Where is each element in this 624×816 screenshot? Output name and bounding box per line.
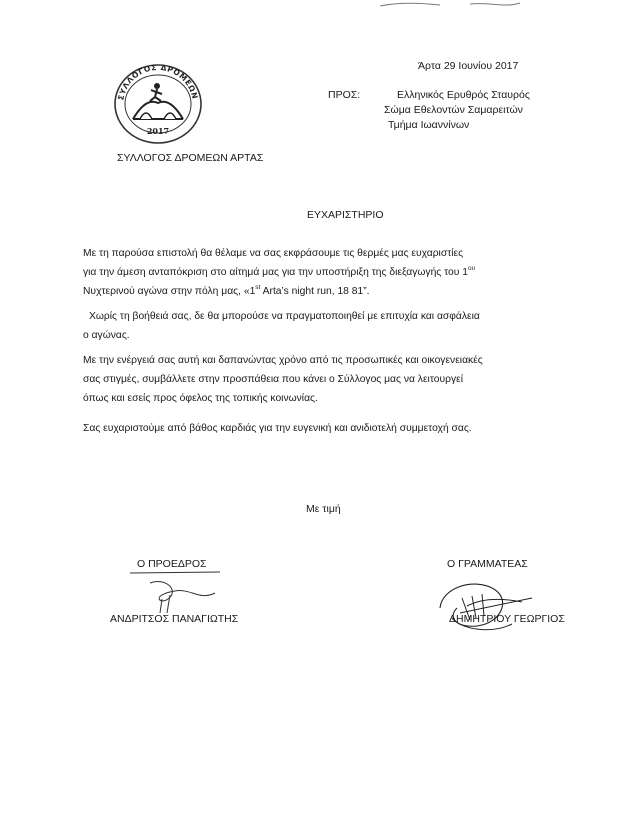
- paragraph-3: [83, 351, 583, 408]
- closing-regards: Με τιμή: [306, 503, 341, 515]
- president-title: Ο ΠΡΟΕΔΡΟΣ: [137, 558, 207, 570]
- club-logo-seal: [113, 63, 203, 145]
- paragraph-2: [83, 307, 583, 345]
- svg-text:ΣΥΛΛΟΓΟΣ ΔΡΟΜΕΩΝ ΑΡΤΑΣ: ΣΥΛΛΟΓΟΣ ΔΡΟΜΕΩΝ: [116, 63, 200, 102]
- president-signature-icon: [120, 555, 240, 615]
- secretary-title: Ο ΓΡΑΜΜΑΤΕΑΣ: [447, 558, 528, 570]
- paragraph-2-line-1: Χωρίς τη βοήθειά σας, δε θα μπορούσε να πραγματοποιηθεί με επιτυχία και ασφάλεια: [89, 311, 480, 322]
- secretary-name: ΔΗΜΗΤΡΙΟΥ ΓΕΩΡΓΙΟΣ: [449, 613, 565, 625]
- paragraph-1-line-1: Με τη παρούσα επιστολή θα θέλαμε να σας εκφράσουμε τις θερμές μας ευχαριστίες: [83, 248, 464, 259]
- svg-text:2017: 2017: [146, 126, 170, 136]
- sender-name: ΣΥΛΛΟΓΟΣ ΔΡΟΜΕΩΝ ΑΡΤΑΣ: [117, 152, 264, 164]
- scan-top-edge-marks: [0, 0, 624, 18]
- recipient-line-3: Τμήμα Ιωαννίνων: [388, 119, 470, 131]
- recipient-line-2: Σώμα Εθελοντών Σαμαρειτών: [384, 104, 523, 116]
- paragraph-3-line-3: όπως και εσείς προς όφελος της τοπικής κοινωνίας.: [83, 393, 318, 404]
- paragraph-3-line-2: σας στιγμές, συμβάλλετε στην προσπάθεια που κάνει ο Σύλλογος μας να λειτουργεί: [83, 374, 463, 385]
- paragraph-1-line-2: για την άμεση ανταπόκριση στο αίτημά μας για την υποστήριξη της διεξαγωγής του $1^{o\upsilon}$: [83, 265, 476, 278]
- paragraph-4: [83, 419, 583, 438]
- paragraph-1-line-3: Νυχτερινού αγώνα στην πόλη μας, «1st Arta’s night run, 18 81”.: [83, 284, 370, 297]
- president-name: ΑΝΔΡΙΤΣΟΣ ΠΑΝΑΓΙΩΤΗΣ: [110, 613, 239, 625]
- letter-date: Άρτα 29 Ιουνίου 2017: [418, 60, 519, 72]
- paragraph-1: [83, 244, 583, 301]
- paragraph-3-line-1: Με την ενέργειά σας αυτή και δαπανώντας χρόνο από τις προσωπικές και οικογενειακές: [83, 355, 483, 366]
- recipient-label: ΠΡΟΣ:: [328, 89, 361, 101]
- club-logo-icon: [113, 63, 203, 145]
- paragraph-2-line-2: ο αγώνας.: [83, 330, 130, 341]
- recipient-line-1: Ελληνικός Ερυθρός Σταυρός: [397, 89, 530, 101]
- letter-title: ΕΥΧΑΡΙΣΤΗΡΙΟ: [307, 209, 384, 221]
- paragraph-4-line-1: Σας ευχαριστούμε από βάθος καρδιάς για την ευγενική και ανιδιοτελή συμμετοχή σας.: [83, 423, 472, 434]
- secretary-signature-icon: [432, 568, 542, 638]
